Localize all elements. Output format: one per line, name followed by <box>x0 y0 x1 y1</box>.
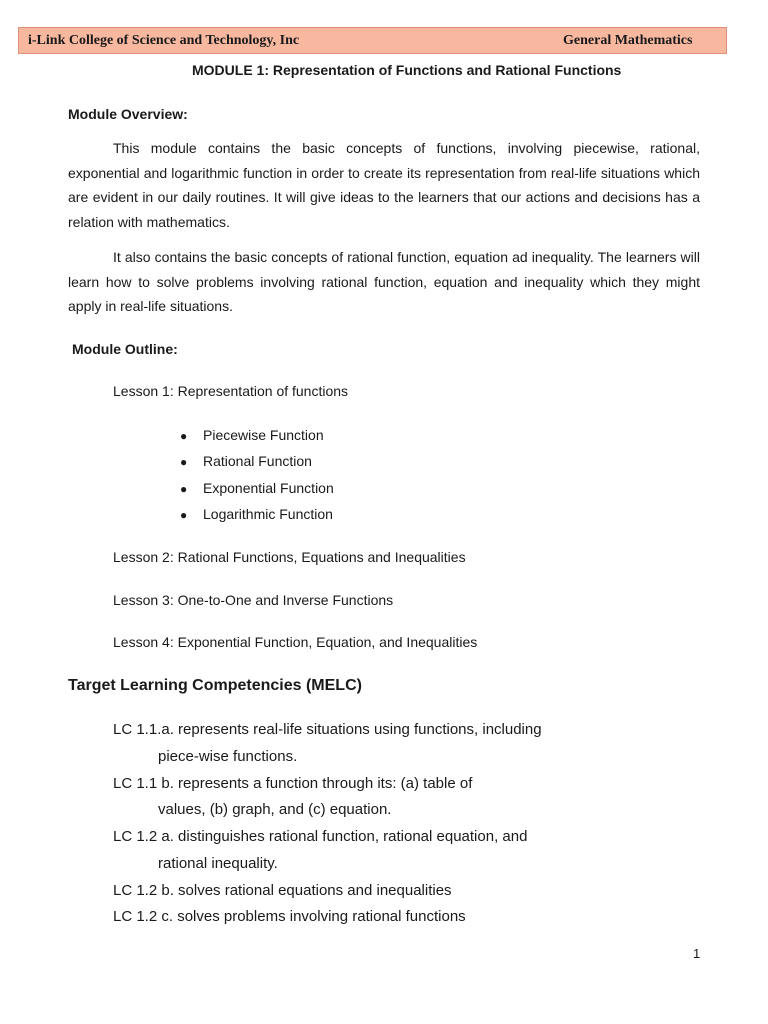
overview-paragraph-1: This module contains the basic concepts of functions, involving piecewise, rational, exponential and logarithmic function in order to create its representation from real-life situations which are evident in our daily routines. It will give ideas to the learners that our actions and decisions has a relation with mathematics. <box>68 140 700 230</box>
competency-lc-1-1-a: LC 1.1.a. represents real-life situations using functions, including <box>113 721 542 738</box>
competency-lc-1-1-a-cont: piece-wise functions. <box>158 748 298 765</box>
outline-heading: Module Outline: <box>72 341 178 357</box>
competency-lc-1-2-a: LC 1.2 a. distinguishes rational function, rational equation, and <box>113 828 528 845</box>
bullet-icon: ● <box>180 482 188 496</box>
competencies-heading: Target Learning Competencies (MELC) <box>68 677 362 694</box>
subject-name: General Mathematics <box>563 33 693 48</box>
competency-lc-1-2-b: LC 1.2 b. solves rational equations and inequalities <box>113 882 452 899</box>
competency-lc-1-1-b: LC 1.1 b. represents a function through its: (a) table of <box>113 775 473 792</box>
bullet-icon: ● <box>180 508 188 522</box>
bullet-icon: ● <box>180 455 188 469</box>
list-item: ● Exponential Function <box>180 480 334 496</box>
lesson-2: Lesson 2: Rational Functions, Equations and Inequalities <box>113 549 466 565</box>
list-item: ● Logarithmic Function <box>180 506 333 522</box>
institution-name: i-Link College of Science and Technology, Inc <box>28 33 300 48</box>
competency-lc-1-2-a-cont: rational inequality. <box>158 855 278 872</box>
lesson-4: Lesson 4: Exponential Function, Equation, and Inequalities <box>113 634 478 650</box>
lesson-1: Lesson 1: Representation of functions <box>113 383 349 399</box>
bullet-icon: ● <box>180 429 188 443</box>
lesson-3: Lesson 3: One-to-One and Inverse Functions <box>113 592 394 608</box>
competency-lc-1-1-b-cont: values, (b) graph, and (c) equation. <box>158 801 392 818</box>
list-item: ● Rational Function <box>180 453 312 469</box>
list-item: ● Piecewise Function <box>180 427 324 443</box>
module-title: MODULE 1: Representation of Functions and Rational Functions <box>192 62 622 78</box>
header-band <box>18 27 727 54</box>
page-number: 1 <box>693 946 701 961</box>
overview-heading: Module Overview: <box>68 106 188 122</box>
competency-lc-1-2-c: LC 1.2 c. solves problems involving rational functions <box>113 908 466 925</box>
overview-paragraph-2: It also contains the basic concepts of rational function, equation ad inequality. The learners will learn how to solve problems involving rational function, equation and inequality which they might apply in real-life situations. <box>68 249 700 314</box>
